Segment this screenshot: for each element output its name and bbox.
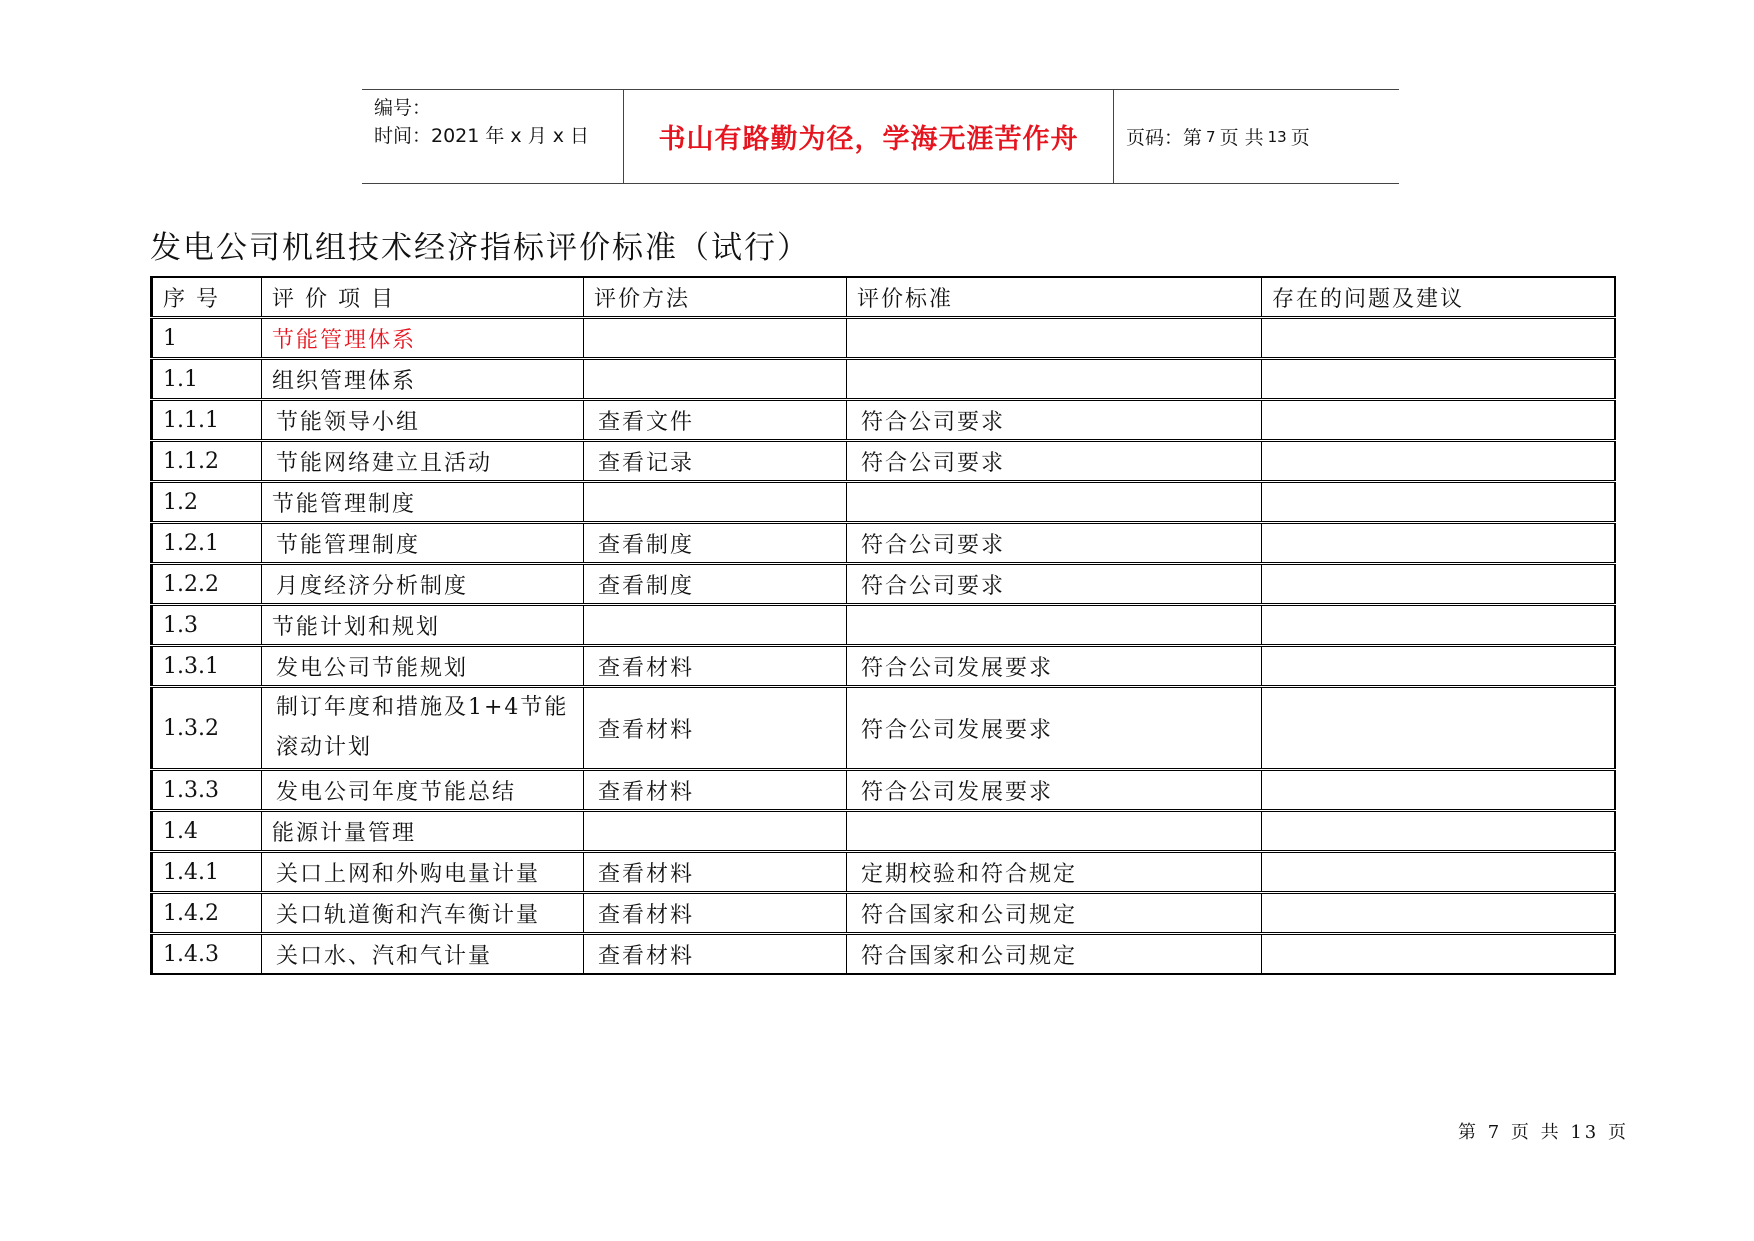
row-issue xyxy=(1262,564,1616,605)
row-issue xyxy=(1262,318,1616,359)
row-no: 1.3.3 xyxy=(152,770,262,811)
row-no: 1.1.1 xyxy=(152,400,262,441)
col-header-issue: 存在的问题及建议 xyxy=(1262,277,1616,318)
row-issue xyxy=(1262,852,1616,893)
row-no: 1.4.2 xyxy=(152,893,262,934)
row-item: 制订年度和措施及1+4节能滚动计划 xyxy=(262,687,584,770)
document-header xyxy=(362,89,1399,184)
table-row xyxy=(152,523,1616,564)
page-code-current: 7 xyxy=(1206,127,1216,146)
row-standard: 符合公司发展要求 xyxy=(847,770,1262,811)
page-footer: 第 7 页 共 13 页 xyxy=(1458,1122,1629,1143)
row-method: 查看文件 xyxy=(584,400,847,441)
row-method: 查看制度 xyxy=(584,523,847,564)
row-no: 1.2 xyxy=(152,482,262,523)
row-item: 节能计划和规划 xyxy=(262,605,584,646)
row-no: 1.3.2 xyxy=(152,687,262,770)
row-standard: 符合公司要求 xyxy=(847,400,1262,441)
row-standard xyxy=(847,811,1262,852)
row-item: 发电公司年度节能总结 xyxy=(262,770,584,811)
row-method: 查看制度 xyxy=(584,564,847,605)
table-row xyxy=(152,852,1616,893)
table-row xyxy=(152,770,1616,811)
row-standard xyxy=(847,605,1262,646)
row-standard: 符合公司发展要求 xyxy=(847,646,1262,687)
col-header-item: 评 价 项 目 xyxy=(262,277,584,318)
row-method xyxy=(584,811,847,852)
col-header-method: 评价方法 xyxy=(584,277,847,318)
row-no: 1.3 xyxy=(152,605,262,646)
table-row xyxy=(152,482,1616,523)
row-method: 查看材料 xyxy=(584,852,847,893)
table-row xyxy=(152,646,1616,687)
row-standard: 定期校验和符合规定 xyxy=(847,852,1262,893)
row-issue xyxy=(1262,934,1616,975)
row-method: 查看材料 xyxy=(584,687,847,770)
row-item: 节能管理制度 xyxy=(262,482,584,523)
col-header-standard: 评价标准 xyxy=(847,277,1262,318)
document-title: 发电公司机组技术经济指标评价标准（试行） xyxy=(150,230,810,266)
row-standard: 符合公司发展要求 xyxy=(847,687,1262,770)
page-code-total: 13 xyxy=(1267,127,1287,146)
row-item: 关口水、汽和气计量 xyxy=(262,934,584,975)
row-no: 1.3.1 xyxy=(152,646,262,687)
row-standard: 符合公司要求 xyxy=(847,441,1262,482)
row-issue xyxy=(1262,646,1616,687)
row-issue xyxy=(1262,687,1616,770)
row-issue xyxy=(1262,400,1616,441)
row-no: 1.1 xyxy=(152,359,262,400)
row-no: 1.4.3 xyxy=(152,934,262,975)
row-issue xyxy=(1262,441,1616,482)
row-method xyxy=(584,482,847,523)
row-method: 查看材料 xyxy=(584,934,847,975)
page-code-prefix: 页码：第 xyxy=(1126,127,1203,149)
table-header-row xyxy=(152,277,1616,318)
evaluation-table xyxy=(150,276,1616,975)
row-issue xyxy=(1262,770,1616,811)
row-method: 查看材料 xyxy=(584,893,847,934)
row-item: 节能领导小组 xyxy=(262,400,584,441)
row-issue xyxy=(1262,893,1616,934)
row-method: 查看材料 xyxy=(584,646,847,687)
row-item: 节能管理制度 xyxy=(262,523,584,564)
table-row xyxy=(152,564,1616,605)
row-item: 节能管理体系 xyxy=(262,318,584,359)
row-method xyxy=(584,359,847,400)
row-method: 查看记录 xyxy=(584,441,847,482)
row-item: 发电公司节能规划 xyxy=(262,646,584,687)
row-method: 查看材料 xyxy=(584,770,847,811)
page-code-suffix: 页 xyxy=(1290,127,1310,149)
col-header-no: 序 号 xyxy=(152,277,262,318)
table-row xyxy=(152,893,1616,934)
table-row xyxy=(152,400,1616,441)
table-row xyxy=(152,811,1616,852)
row-item: 能源计量管理 xyxy=(262,811,584,852)
row-issue xyxy=(1262,605,1616,646)
row-standard xyxy=(847,318,1262,359)
doc-date-label: 时间：2021 年 x 月 x 日 xyxy=(374,125,590,147)
row-no: 1.2.1 xyxy=(152,523,262,564)
row-no: 1.1.2 xyxy=(152,441,262,482)
row-method xyxy=(584,318,847,359)
header-meta xyxy=(362,90,624,183)
row-issue xyxy=(1262,482,1616,523)
row-no: 1.4.1 xyxy=(152,852,262,893)
header-motto: 书山有路勤为径，学海无涯苦作舟 xyxy=(624,90,1114,183)
row-standard xyxy=(847,482,1262,523)
row-no: 1 xyxy=(152,318,262,359)
doc-number-label: 编号： xyxy=(374,97,432,119)
row-standard xyxy=(847,359,1262,400)
row-item: 关口上网和外购电量计量 xyxy=(262,852,584,893)
row-item: 节能网络建立且活动 xyxy=(262,441,584,482)
row-no: 1.2.2 xyxy=(152,564,262,605)
header-page-code xyxy=(1114,90,1399,183)
row-item: 月度经济分析制度 xyxy=(262,564,584,605)
row-item: 关口轨道衡和汽车衡计量 xyxy=(262,893,584,934)
row-issue xyxy=(1262,523,1616,564)
row-standard: 符合国家和公司规定 xyxy=(847,893,1262,934)
row-issue xyxy=(1262,811,1616,852)
table-row xyxy=(152,605,1616,646)
row-method xyxy=(584,605,847,646)
page-code-mid: 页 共 xyxy=(1219,127,1264,149)
row-standard: 符合公司要求 xyxy=(847,564,1262,605)
row-no: 1.4 xyxy=(152,811,262,852)
table-row xyxy=(152,934,1616,975)
table-row xyxy=(152,359,1616,400)
row-issue xyxy=(1262,359,1616,400)
row-standard: 符合公司要求 xyxy=(847,523,1262,564)
row-standard: 符合国家和公司规定 xyxy=(847,934,1262,975)
row-item: 组织管理体系 xyxy=(262,359,584,400)
table-row xyxy=(152,687,1616,770)
table-row xyxy=(152,318,1616,359)
evaluation-table-body xyxy=(152,277,1616,974)
table-row xyxy=(152,441,1616,482)
